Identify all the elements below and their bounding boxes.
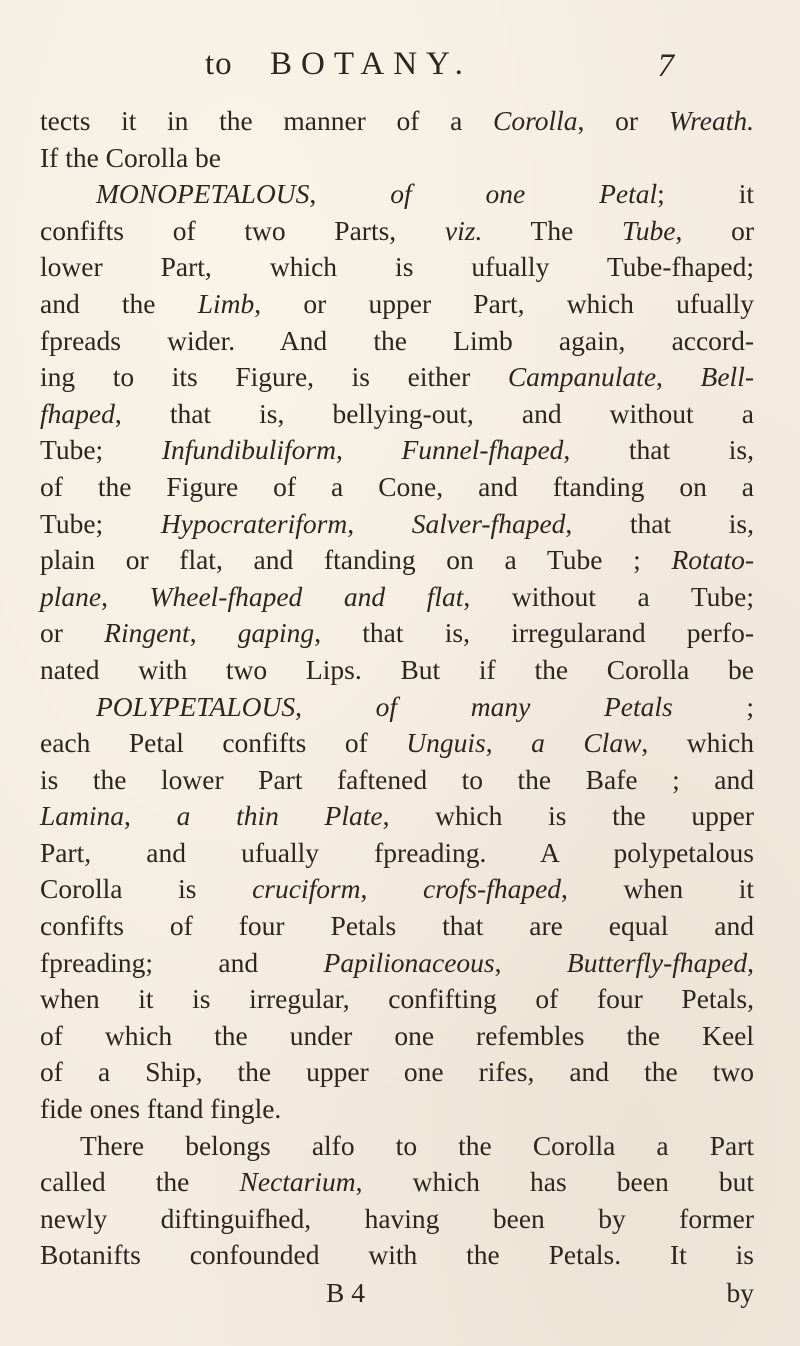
text-line	[40, 103, 754, 140]
text-line	[40, 871, 754, 908]
text-span: fpreads wider. And the Limb again, accord-	[40, 324, 754, 356]
text-span: ing to its Figure, is either	[40, 361, 508, 393]
text-body	[40, 103, 754, 1274]
text-span: fpreading; and	[40, 946, 324, 978]
italic-text: Tube	[622, 214, 676, 246]
text-span: Corolla is	[40, 873, 253, 905]
italic-text: Salver-fhaped	[411, 507, 566, 539]
text-span: ,	[335, 434, 402, 466]
italic-text: MONOPETALOUS	[96, 178, 310, 210]
italic-text: Ringent	[104, 617, 190, 649]
text-span: , which is the upper	[382, 800, 755, 832]
text-span: ; it	[657, 178, 754, 210]
text-line	[40, 176, 754, 213]
text-span: ,	[101, 580, 150, 612]
italic-text: a Claw	[531, 727, 642, 759]
text-line	[40, 798, 754, 835]
text-span: or	[40, 617, 105, 649]
text-span: ;	[672, 690, 754, 722]
text-line	[40, 506, 754, 543]
italic-text: Nectarium	[239, 1166, 356, 1198]
text-line	[40, 469, 754, 506]
text-line	[40, 725, 754, 762]
italic-text: Rotato-	[671, 544, 754, 576]
italic-text: Papilionaceous	[323, 946, 495, 978]
text-span: , that is,	[565, 507, 754, 539]
text-span: ,	[656, 361, 701, 393]
text-line	[40, 689, 754, 726]
text-span: plain or flat, and ftanding on a Tube ;	[40, 544, 672, 576]
text-span: , that is,	[563, 434, 754, 466]
italic-text: crofs-fhaped	[423, 873, 562, 905]
text-span: Tube;	[40, 507, 161, 539]
italic-text: Limb	[197, 287, 255, 319]
text-span: , that is, bellying-out, and without a	[114, 397, 754, 429]
text-span: , when it	[561, 873, 754, 905]
page-number: 7	[657, 48, 675, 84]
text-line	[40, 323, 754, 360]
text-line	[40, 213, 754, 250]
text-span: , or	[675, 214, 754, 246]
italic-text: Wheel-fhaped and flat	[149, 580, 464, 612]
signature-mark: B 4	[326, 1277, 365, 1308]
text-span: called the	[40, 1166, 240, 1198]
text-span: of a Ship, the upper one rifes, and the two	[40, 1056, 754, 1088]
italic-text: Wreath.	[668, 105, 754, 136]
text-span: , without a Tube;	[463, 580, 755, 612]
text-span: tects it in the manner of a	[40, 105, 493, 136]
text-span: confifts of four Petals that are equal and	[40, 910, 754, 942]
text-span: , or upper Part, which ufually	[254, 287, 754, 319]
catchword: by	[726, 1277, 754, 1308]
italic-text: Unguis	[406, 727, 486, 759]
text-span: lower Part, which is ufually Tube-fhaped;	[40, 251, 754, 283]
text-line	[40, 1237, 754, 1274]
text-line	[40, 359, 754, 396]
text-span: ,	[309, 178, 391, 210]
text-span: of which the under one refembles the Keel	[40, 1019, 754, 1051]
text-span: The	[482, 214, 623, 246]
italic-text: of many Petals	[375, 690, 673, 722]
text-span: confifts of two Parts,	[40, 214, 445, 246]
text-line	[40, 432, 754, 469]
text-span: ,	[494, 946, 567, 978]
text-span: If the Corolla be	[40, 141, 221, 173]
text-span: There belongs alfo to the Corolla a Part	[80, 1129, 754, 1161]
italic-text: POLYPETALOUS	[96, 690, 296, 722]
text-span: newly diftinguifhed, having been by former	[40, 1202, 754, 1234]
italic-text: gaping	[237, 617, 315, 649]
italic-text: fhaped	[40, 397, 115, 429]
italic-text: a thin Plate	[176, 800, 383, 832]
text-line	[40, 762, 754, 799]
italic-text: plane	[40, 580, 102, 612]
italic-text: Hypocrateriform	[160, 507, 348, 539]
text-line	[40, 1018, 754, 1055]
text-span: of the Figure of a Cone, and ftanding on a	[40, 470, 754, 502]
italic-text: Bell-	[700, 361, 754, 393]
text-line	[40, 286, 754, 323]
text-line	[40, 1128, 754, 1165]
italic-text: Lamina	[40, 800, 125, 832]
text-span: , which	[641, 727, 755, 759]
text-line	[40, 249, 754, 286]
text-span: ,	[347, 507, 412, 539]
text-line	[40, 835, 754, 872]
text-span: Part, and ufually fpreading. A polypetalous	[40, 836, 754, 868]
text-line	[40, 140, 754, 177]
text-line	[40, 542, 754, 579]
header-title: BOTANY.	[270, 46, 472, 82]
italic-text: Corolla	[492, 105, 578, 136]
text-span: ,	[295, 690, 376, 722]
italic-text: Campanulate	[507, 361, 657, 393]
text-line	[40, 1054, 754, 1091]
text-line	[40, 652, 754, 689]
text-line	[40, 396, 754, 433]
text-span: ,	[124, 800, 177, 832]
text-span: Tube;	[40, 434, 162, 466]
text-line	[40, 1091, 754, 1128]
text-span: fide ones ftand fingle.	[40, 1093, 282, 1125]
text-line	[40, 908, 754, 945]
text-line	[40, 1164, 754, 1201]
text-span: ,	[747, 946, 755, 978]
italic-text: cruciform	[252, 873, 361, 905]
italic-text: Infundibuliform	[161, 434, 336, 466]
text-span: when it is irregular, confifting of four Petals,	[40, 983, 754, 1015]
text-span: Botanifts confounded with the Petals. It is	[40, 1239, 754, 1271]
text-span: and the	[40, 287, 198, 319]
italic-text: of one Petal	[390, 178, 658, 210]
text-line	[40, 945, 754, 982]
italic-text: Funnel-fhaped	[401, 434, 564, 466]
italic-text: Butterfly-fhaped	[566, 946, 748, 978]
text-span: , that is, irregularand perfo-	[314, 617, 754, 649]
text-span: each Petal confifts of	[40, 727, 407, 759]
text-line	[40, 615, 754, 652]
text-line	[40, 579, 754, 616]
text-line	[40, 981, 754, 1018]
text-span: ,	[360, 873, 424, 905]
text-span: , or	[577, 105, 669, 136]
text-span: , which has been but	[355, 1166, 754, 1198]
text-span: is the lower Part faftened to the Bafe ; and	[40, 763, 754, 795]
text-span: ,	[189, 617, 238, 649]
text-span: nated with two Lips. But if the Corolla be	[40, 653, 754, 685]
text-line	[40, 1201, 754, 1238]
italic-text: viz.	[444, 214, 483, 246]
page-footer	[40, 1277, 754, 1317]
running-header	[205, 42, 675, 94]
text-span: ,	[485, 727, 532, 759]
header-prefix: to	[205, 46, 233, 82]
